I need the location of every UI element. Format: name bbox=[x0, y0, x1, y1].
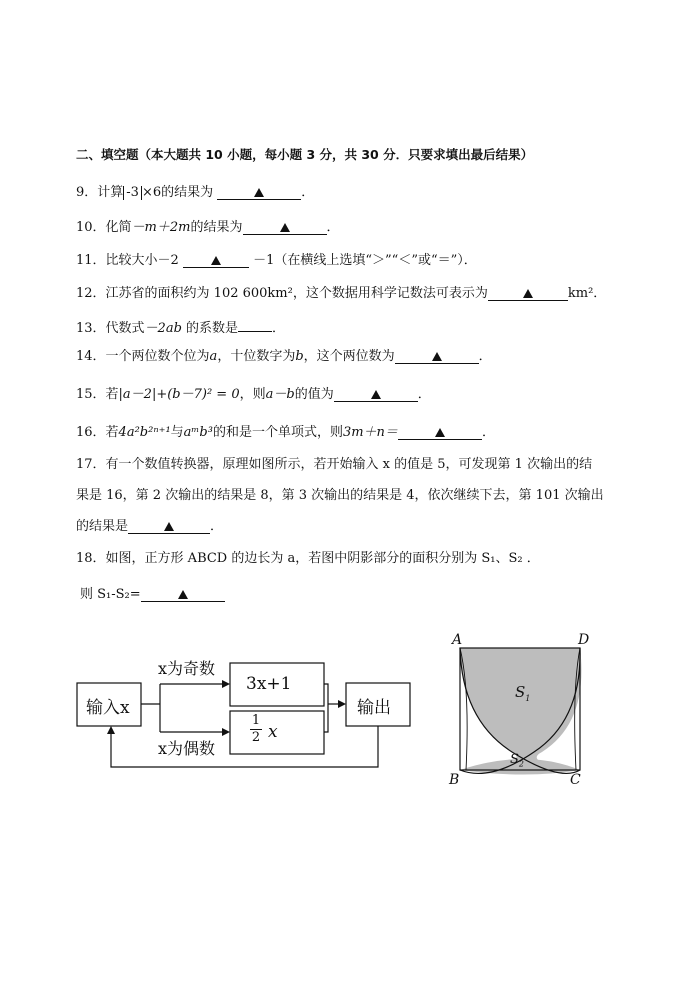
question-18-line-1: 18．如图，正方形 ABCD 的边长为 a，若图中阴影部分的面积分别为 S₁、S₂ ． bbox=[76, 551, 540, 566]
q9-end: ． bbox=[301, 185, 315, 200]
q15-end: ． bbox=[417, 387, 431, 402]
q10-rest: 的结果为 bbox=[190, 220, 243, 235]
flow-even-label: x为偶数 bbox=[158, 739, 216, 758]
q11-number: 11．比较大小 bbox=[76, 253, 158, 268]
flow-output-label: 输出 bbox=[357, 698, 391, 718]
vertex-d-label: D bbox=[578, 632, 590, 648]
s2-subscript: 2 bbox=[518, 759, 524, 769]
q11-note: （在横线上选填“＞”“＜”或“＝”）． bbox=[274, 253, 477, 268]
q15-rest2: 的值为 bbox=[294, 387, 334, 402]
s1-letter: S bbox=[515, 683, 526, 701]
shaded-region-s1 bbox=[460, 648, 581, 760]
question-17-line-1: 17．有一个数值转换器，原理如图所示，若开始输入 x 的值是 5，可发现第 1 次输出的结 bbox=[76, 457, 593, 472]
flow-odd-op-label: 3x+1 bbox=[246, 674, 292, 694]
q16-rest: 的和是一个单项式，则 bbox=[212, 425, 343, 440]
q15-ask: a－b bbox=[265, 387, 295, 402]
q12-text: 12．江苏省的面积约为 102 600km²，这个数据用科学记数法可表示为 bbox=[76, 286, 488, 301]
q18-line-2-text: 则 S₁-S₂= bbox=[80, 587, 141, 602]
question-17-line-2: 果是 16，第 2 次输出的结果是 8，第 3 次输出的结果是 4，依次继续下去，第 101 次输出 bbox=[76, 488, 604, 503]
q9-rest: ×6的结果为 bbox=[141, 185, 214, 200]
q15-number: 15．若 bbox=[76, 387, 119, 402]
flow-odd-label: x为奇数 bbox=[158, 659, 216, 678]
q15-expr: |a－2|+(b－7)² = 0 bbox=[118, 387, 240, 402]
section-heading: 二、填空题（本大题共 10 小题，每小题 3 分，共 30 分．只要求填出最后结果） bbox=[76, 147, 534, 162]
q16-mid: 与 bbox=[170, 425, 184, 440]
fraction-numerator: 1 bbox=[251, 713, 261, 728]
q11-right: －1 bbox=[253, 253, 275, 268]
vertex-a-label: A bbox=[452, 632, 463, 648]
q9-abs: -3 bbox=[123, 186, 142, 200]
area-s2-label bbox=[510, 752, 524, 767]
s1-subscript: 1 bbox=[525, 694, 531, 703]
q17-line-3-text: 的结果是 bbox=[76, 519, 129, 534]
q10-number: 10．化简 bbox=[76, 220, 132, 235]
q9-number: 9．计算 bbox=[76, 185, 124, 200]
flow-input-label: 输入x bbox=[86, 698, 130, 718]
q14-b: b bbox=[295, 349, 304, 364]
q13-rest: 的系数是 bbox=[186, 321, 239, 336]
s2-letter: S bbox=[510, 752, 519, 767]
q13-expr: －2ab bbox=[144, 321, 182, 336]
q14-a: a bbox=[209, 349, 218, 364]
q12-unit: km²． bbox=[567, 286, 607, 301]
flow-even-var: x bbox=[268, 722, 278, 742]
q13-end: ． bbox=[272, 321, 286, 336]
q14-mid: ，十位数字为 bbox=[217, 349, 296, 364]
q16-term1: 4a²b²ⁿ⁺¹ bbox=[118, 425, 171, 440]
q16-term2: aᵐb³ bbox=[183, 425, 213, 440]
q16-ask: 3m＋n＝ bbox=[342, 425, 398, 440]
q16-end: ． bbox=[481, 425, 495, 440]
q13-number: 13．代数式 bbox=[76, 321, 145, 336]
vertex-c-label: C bbox=[570, 772, 581, 788]
q10-expr: －m＋2m bbox=[131, 220, 191, 235]
q14-end: ． bbox=[478, 349, 492, 364]
q14-number: 14．一个两位数个位为 bbox=[76, 349, 210, 364]
vertex-b-label: B bbox=[449, 772, 460, 788]
q10-end: ． bbox=[326, 220, 340, 235]
q14-rest: ，这个两位数为 bbox=[303, 349, 395, 364]
q11-left: －2 bbox=[157, 253, 179, 268]
q15-rest: ，则 bbox=[239, 387, 266, 402]
area-s1-label bbox=[515, 683, 530, 701]
fraction-denominator: 2 bbox=[251, 730, 261, 745]
q17-end: ． bbox=[210, 519, 224, 534]
q16-number: 16．若 bbox=[76, 425, 119, 440]
